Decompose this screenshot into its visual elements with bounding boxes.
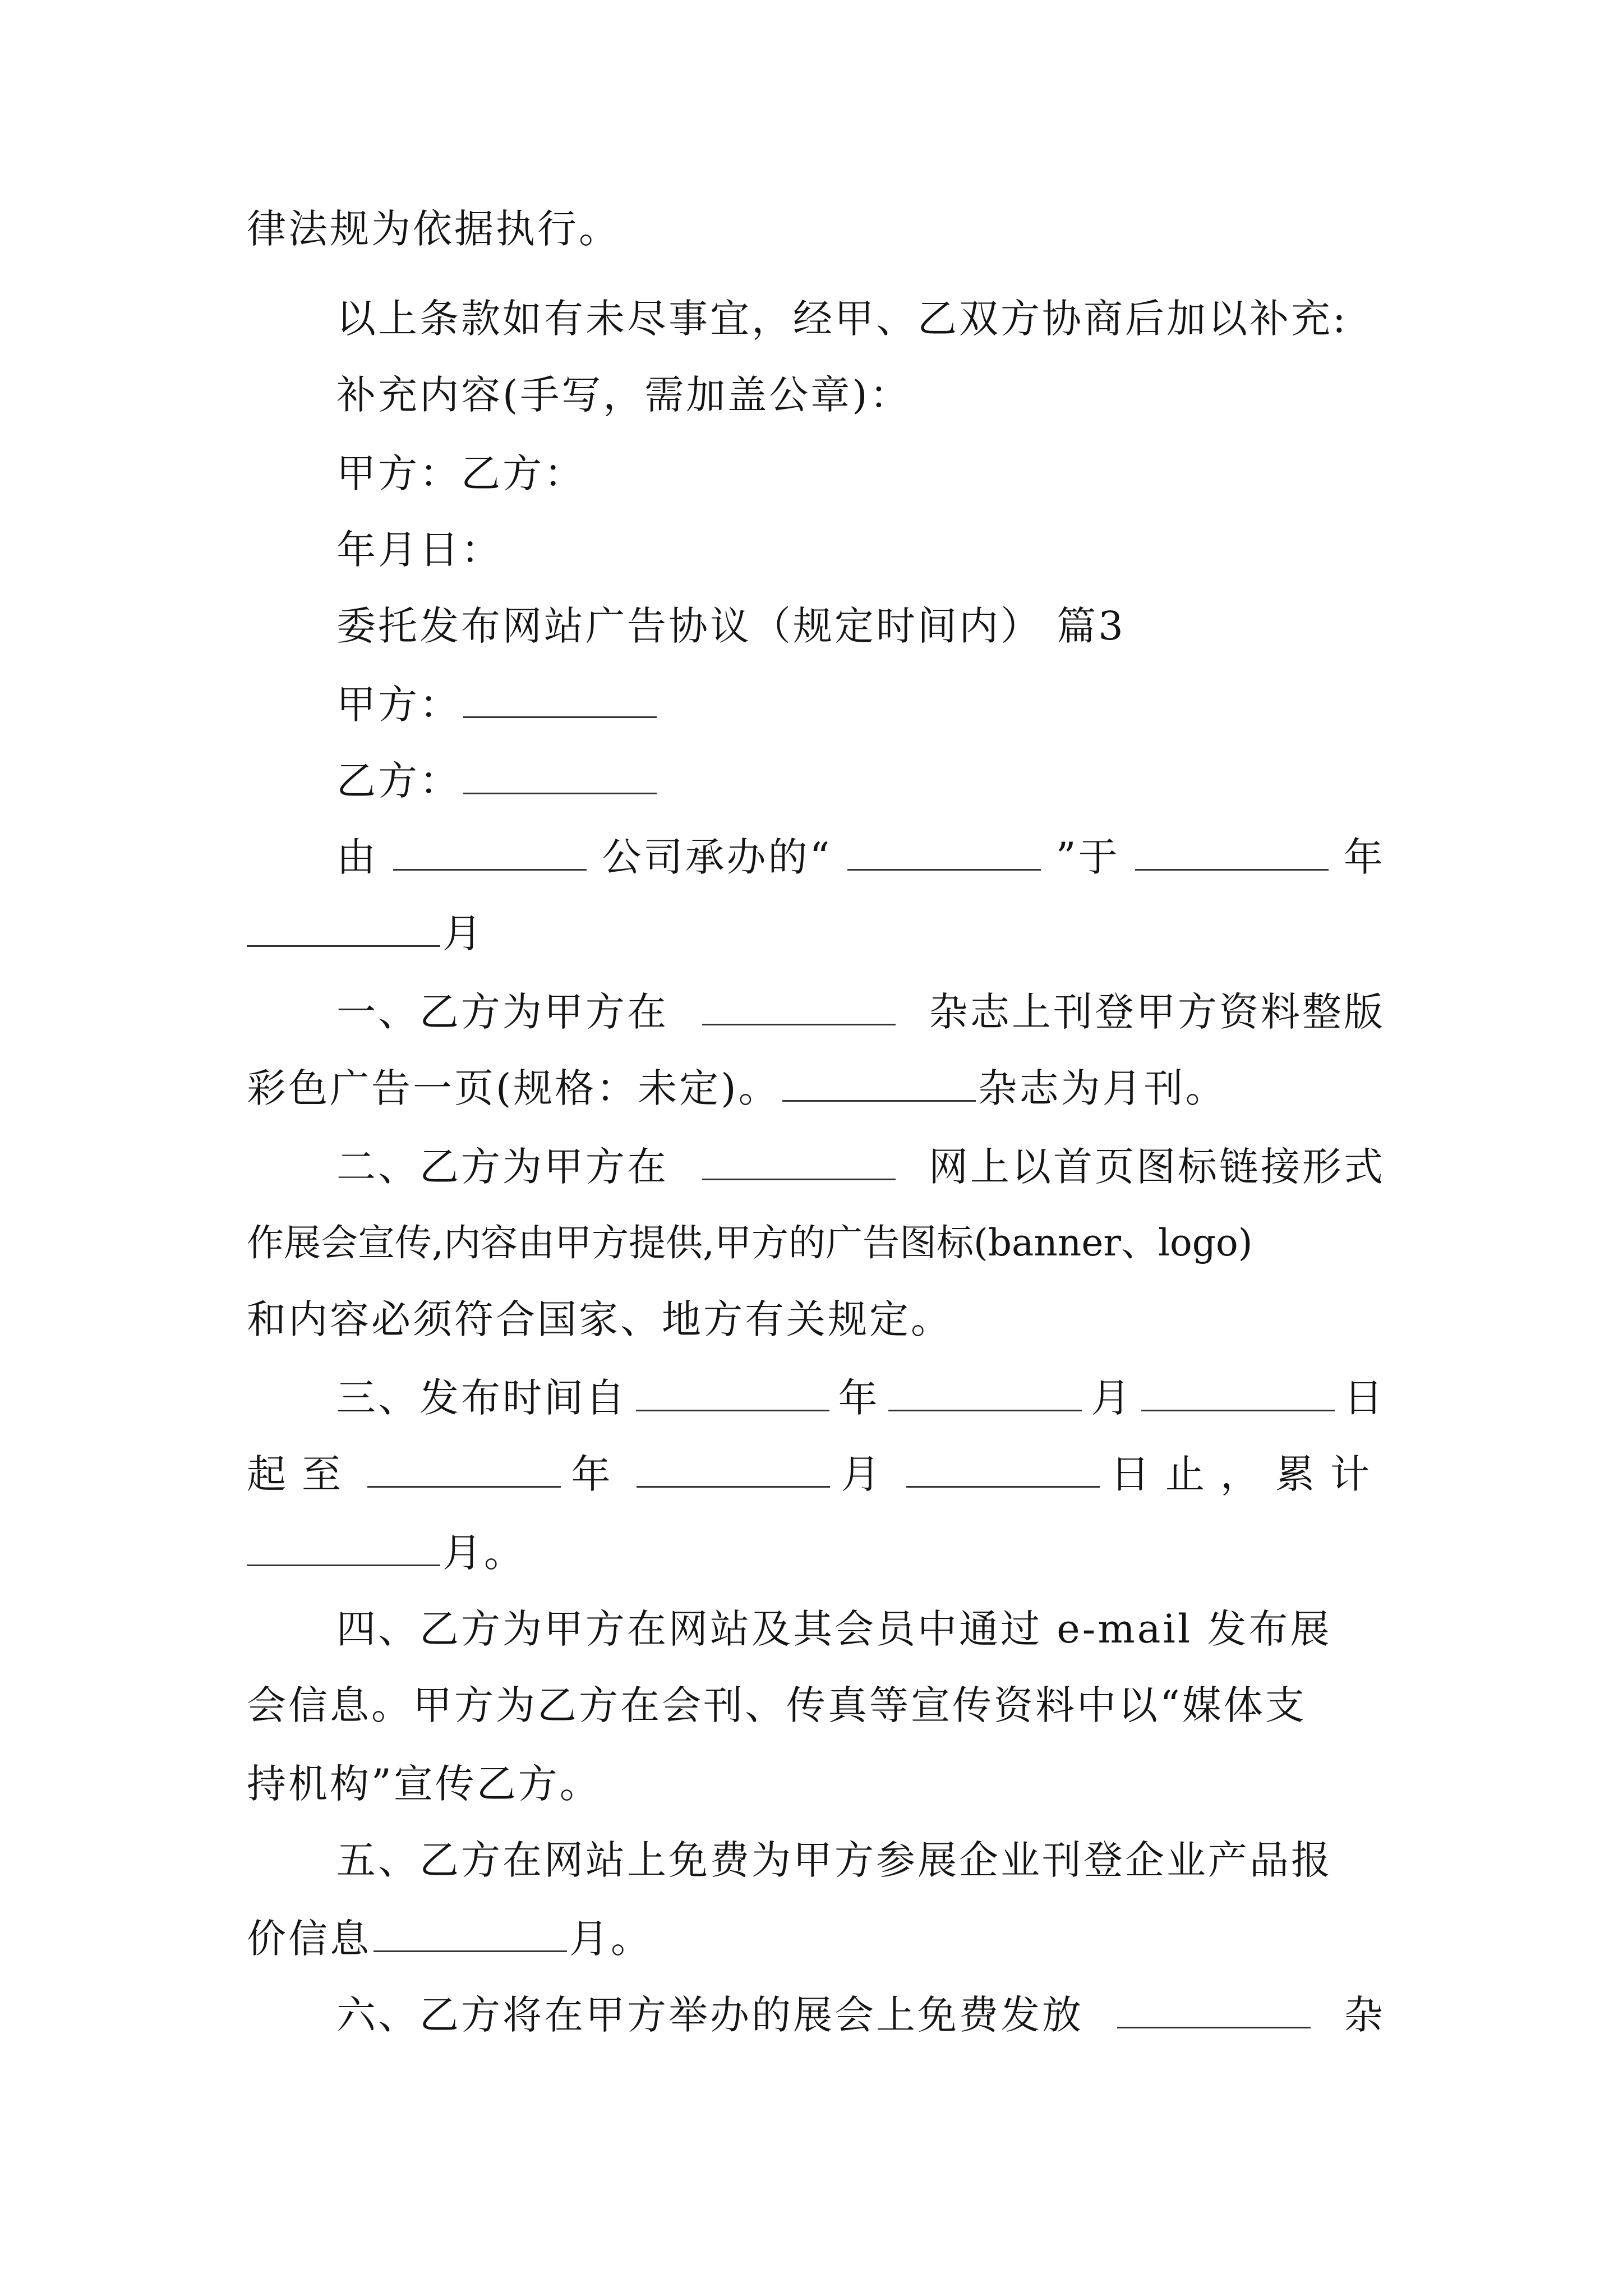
blank-underline [247, 906, 440, 947]
text-fragment: 公司承办的“ [602, 834, 832, 880]
text-fragment: 月 [442, 910, 484, 956]
text-line [336, 1981, 1385, 2049]
blank-underline [1141, 1370, 1335, 1411]
text-line: 会信息。甲方为乙方在会刊、传真等宣传资料中以“媒体支 [247, 1682, 1307, 1728]
text-line [336, 1364, 1385, 1432]
text-fragment: 年 [1344, 834, 1385, 880]
text-line [336, 823, 1385, 891]
text-line: 持机构”宣传乙方。 [247, 1761, 601, 1807]
text-line: 补充内容(手写，需加盖公章)： [336, 372, 911, 418]
text-fragment: 日 [1343, 1375, 1385, 1421]
text-line: 以上条款如有未尽事宜，经甲、乙双方协商后加以补充: [336, 296, 1348, 342]
blank-underline [463, 677, 657, 718]
text-fragment: 月 [1091, 1375, 1133, 1421]
blank-underline [463, 753, 657, 794]
blank-underline [393, 830, 587, 871]
blank-underline [782, 1061, 976, 1102]
blank-underline [374, 1911, 567, 1952]
text-line: 甲方：乙方： [336, 450, 585, 496]
text-line: 和内容必须符合国家、地方有关规定。 [247, 1296, 952, 1342]
text-fragment: 月 [841, 1451, 896, 1497]
blank-underline [702, 984, 896, 1025]
text-line [336, 978, 1385, 1046]
text-fragment: 甲方： [336, 682, 461, 728]
text-fragment: 由 [336, 834, 378, 880]
text-line: 作展会宣传,内容由甲方提供,甲方的广告图标(banner、logo) [247, 1221, 1253, 1264]
text-line [336, 1133, 1385, 1200]
blank-underline [367, 1447, 561, 1488]
blank-underline [702, 1139, 896, 1180]
blank-underline [906, 1447, 1100, 1488]
text-fragment: 二、乙方为甲方在 [336, 1144, 668, 1190]
section-title: 委托发布网站广告协议（规定时间内） 篇3 [336, 603, 1126, 649]
text-line: 四、乙方为甲方在网站及其会员中通过 e-mail 发布展 [336, 1606, 1332, 1652]
text-fragment: ”于 [1055, 834, 1120, 880]
text-line [247, 1441, 1385, 1508]
text-line: 五、乙方在网站上免费为甲方参展企业刊登企业产品报 [336, 1837, 1332, 1883]
text-fragment: 杂志上刊登甲方资料整版 [929, 989, 1385, 1035]
text-fragment: 六、乙方将在甲方举办的展会上免费发放 [336, 1992, 1083, 2038]
text-line [247, 1905, 1385, 1972]
text-line [247, 1055, 1385, 1122]
blank-underline [1135, 830, 1329, 871]
text-fragment: 三、发布时间自 [336, 1375, 627, 1421]
text-line [247, 1519, 1385, 1586]
party-a-line [336, 671, 1385, 738]
text-fragment: 价信息 [247, 1916, 371, 1962]
text-fragment: 月。 [442, 1530, 525, 1576]
text-fragment: 乙方： [336, 758, 461, 804]
text-line [247, 900, 1385, 967]
blank-underline [1117, 1987, 1311, 2028]
blank-underline [847, 830, 1041, 871]
text-fragment: 起至 [247, 1451, 357, 1497]
party-b-line [336, 747, 1385, 815]
text-fragment: 一、乙方为甲方在 [336, 989, 668, 1035]
text-fragment: 彩色广告一页(规格：未定)。 [247, 1065, 780, 1111]
blank-underline [247, 1525, 440, 1566]
text-fragment: 年 [571, 1451, 626, 1497]
text-fragment: 网上以首页图标链接形式 [929, 1144, 1385, 1190]
text-line: 年月日： [336, 527, 502, 573]
blank-underline [636, 1370, 829, 1411]
text-fragment: 月。 [569, 1916, 652, 1962]
text-fragment: 杂 [1344, 1992, 1385, 2038]
text-line: 律法规为依据执行。 [247, 206, 620, 252]
text-fragment: 杂志为月刊。 [978, 1065, 1227, 1111]
blank-underline [637, 1447, 830, 1488]
blank-underline [888, 1370, 1082, 1411]
text-fragment: 日止，累计 [1110, 1451, 1385, 1497]
text-fragment: 年 [838, 1375, 880, 1421]
